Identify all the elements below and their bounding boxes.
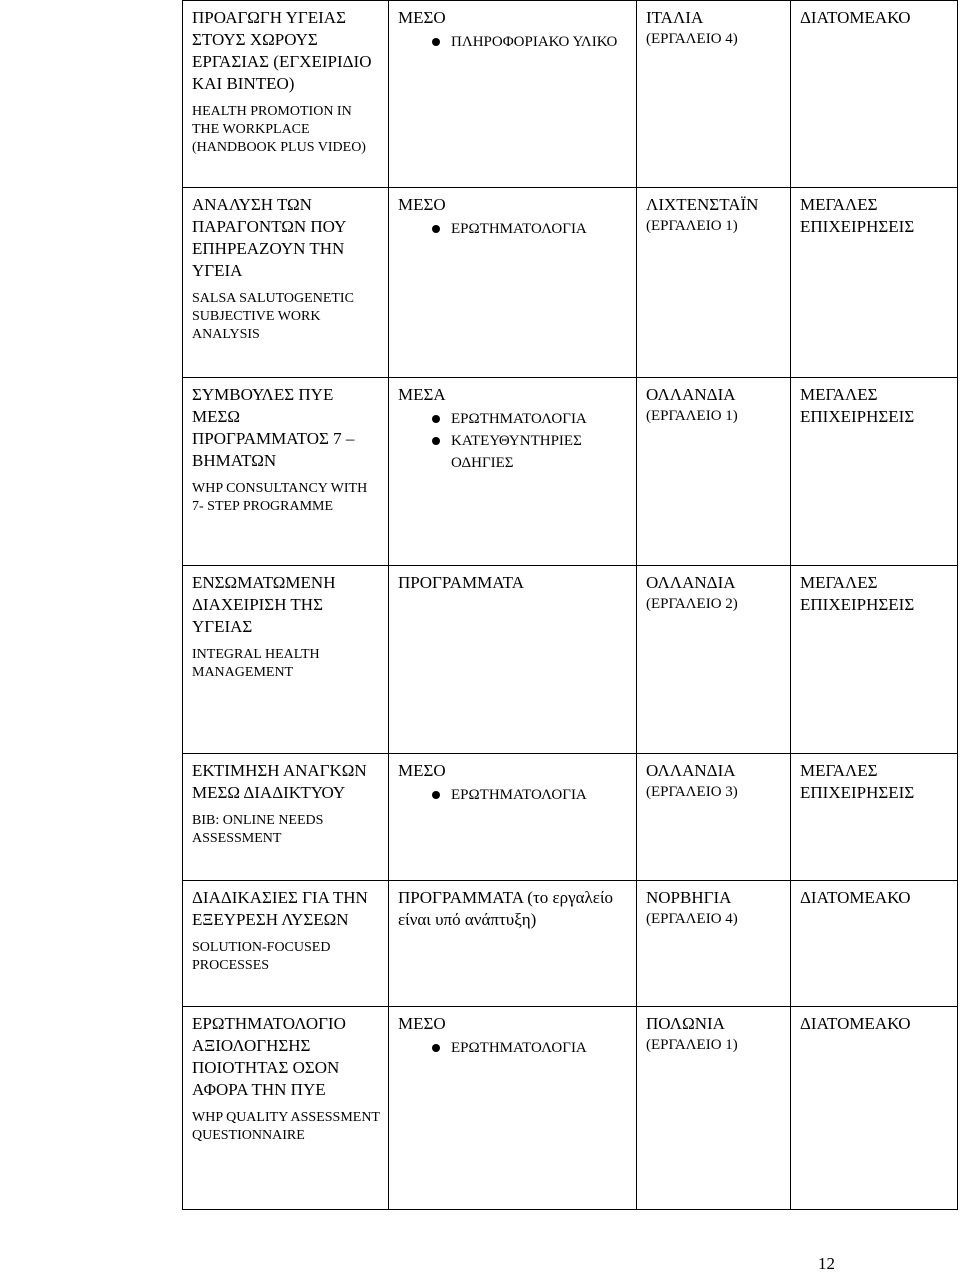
cell-title <box>183 754 389 881</box>
title-english: HEALTH PROMOTION IN THE WORKPLACE (HANDBOOK PLUS VIDEO) <box>192 104 366 155</box>
cell-medium <box>389 188 637 378</box>
cell-title <box>183 188 389 378</box>
country-name: ΠΟΛΩΝΙΑ <box>646 1014 725 1033</box>
tool-number: (ΕΡΓΑΛΕΙΟ 1) <box>646 218 738 234</box>
tool-number: (ΕΡΓΑΛΕΙΟ 1) <box>646 408 738 424</box>
cell-medium <box>389 881 637 1007</box>
medium-type: ΠΡΟΓΡΑΜΜΑΤΑ <box>398 573 524 592</box>
medium-item: ΕΡΩΤΗΜΑΤΟΛΟΓΙΑ <box>398 218 628 240</box>
medium-item: ΠΛΗΡΟΦΟΡΙΑΚΟ ΥΛΙΚΟ <box>398 31 628 53</box>
company-size: ΜΕΓΑΛΕΣ ΕΠΙΧΕΙΡΗΣΕΙΣ <box>800 573 915 614</box>
table-row <box>183 754 958 881</box>
tool-number: (ΕΡΓΑΛΕΙΟ 4) <box>646 31 738 47</box>
medium-type: ΠΡΟΓΡΑΜΜΑΤΑ (το εργαλείο είναι υπό ανάπτυξη) <box>398 888 614 929</box>
cell-medium <box>389 754 637 881</box>
cell-medium <box>389 1 637 188</box>
cell-title <box>183 378 389 566</box>
country-name: ΟΛΛΑΝΔΙΑ <box>646 761 736 780</box>
title-english: WHP CONSULTANCY WITH 7- STEP PROGRAMME <box>192 481 368 514</box>
medium-item: ΕΡΩΤΗΜΑΤΟΛΟΓΙΑ <box>398 784 628 806</box>
title-greek: ΕΡΩΤΗΜΑΤΟΛΟΓΙΟ ΑΞΙΟΛΟΓΗΣΗΣ ΠΟΙΟΤΗΤΑΣ ΟΣΟΝ ΑΦΟΡΑ ΤΗΝ ΠΥΕ <box>192 1014 346 1099</box>
medium-list <box>398 408 628 474</box>
title-english: INTEGRAL HEALTH MANAGEMENT <box>192 647 320 680</box>
title-greek: ΠΡΟΑΓΩΓΗ ΥΓΕΙΑΣ ΣΤΟΥΣ ΧΩΡΟΥΣ ΕΡΓΑΣΙΑΣ (ΕΓΧΕΙΡΙΔΙΟ ΚΑΙ ΒΙΝΤΕΟ) <box>192 8 372 93</box>
medium-item: ΕΡΩΤΗΜΑΤΟΛΟΓΙΑ <box>398 1037 628 1059</box>
cell-country <box>637 754 791 881</box>
tools-table <box>182 0 958 1210</box>
title-greek: ΑΝΑΛΥΣΗ ΤΩΝ ΠΑΡΑΓΟΝΤΩΝ ΠΟΥ ΕΠΗΡΕΑΖΟΥΝ ΤΗΝ ΥΓΕΙΑ <box>192 195 346 280</box>
cell-country <box>637 188 791 378</box>
table-row <box>183 188 958 378</box>
table-row <box>183 1007 958 1210</box>
cell-size <box>791 1 958 188</box>
medium-list <box>398 31 628 53</box>
table-row <box>183 378 958 566</box>
cell-title <box>183 566 389 754</box>
company-size: ΜΕΓΑΛΕΣ ΕΠΙΧΕΙΡΗΣΕΙΣ <box>800 195 915 236</box>
medium-item: ΕΡΩΤΗΜΑΤΟΛΟΓΙΑ <box>398 408 628 430</box>
tool-number: (ΕΡΓΑΛΕΙΟ 1) <box>646 1037 738 1053</box>
tools-table-body <box>183 1 958 1210</box>
country-name: ΟΛΛΑΝΔΙΑ <box>646 573 736 592</box>
cell-country <box>637 1007 791 1210</box>
title-greek: ΔΙΑΔΙΚΑΣΙΕΣ ΓΙΑ ΤΗΝ ΕΞΕΥΡΕΣΗ ΛΥΣΕΩΝ <box>192 888 368 929</box>
cell-size <box>791 188 958 378</box>
cell-size <box>791 378 958 566</box>
tool-number: (ΕΡΓΑΛΕΙΟ 2) <box>646 596 738 612</box>
table-row <box>183 1 958 188</box>
title-greek: ΕΚΤΙΜΗΣΗ ΑΝΑΓΚΩΝ ΜΕΣΩ ΔΙΑΔΙΚΤΥΟΥ <box>192 761 367 802</box>
title-greek: ΕΝΣΩΜΑΤΩΜΕΝΗ ΔΙΑΧΕΙΡΙΣΗ ΤΗΣ ΥΓΕΙΑΣ <box>192 573 336 636</box>
cell-medium <box>389 1007 637 1210</box>
cell-country <box>637 378 791 566</box>
medium-type: ΜΕΣΟ <box>398 8 446 27</box>
cell-size <box>791 881 958 1007</box>
country-name: ΛΙΧΤΕΝΣΤΑΪΝ <box>646 195 759 214</box>
tool-number: (ΕΡΓΑΛΕΙΟ 4) <box>646 911 738 927</box>
country-name: ΝΟΡΒΗΓΙΑ <box>646 888 732 907</box>
table-row <box>183 566 958 754</box>
title-english: BIB: ONLINE NEEDS ASSESSMENT <box>192 813 324 846</box>
cell-country <box>637 1 791 188</box>
company-size: ΔΙΑΤΟΜΕΑΚΟ <box>800 888 911 907</box>
cell-size <box>791 754 958 881</box>
cell-medium <box>389 566 637 754</box>
page-number: 12 <box>818 1254 835 1273</box>
country-name: ΟΛΛΑΝΔΙΑ <box>646 385 736 404</box>
cell-medium <box>389 378 637 566</box>
medium-type: ΜΕΣΟ <box>398 761 446 780</box>
medium-item: ΚΑΤΕΥΘΥΝΤΗΡΙΕΣ ΟΔΗΓΙΕΣ <box>398 430 628 474</box>
cell-title <box>183 1 389 188</box>
medium-list <box>398 784 628 806</box>
title-english: SOLUTION-FOCUSED PROCESSES <box>192 940 331 973</box>
title-greek: ΣΥΜΒΟΥΛΕΣ ΠΥΕ ΜΕΣΩ ΠΡΟΓΡΑΜΜΑΤΟΣ 7 – ΒΗΜΑΤΩΝ <box>192 385 355 470</box>
cell-size <box>791 566 958 754</box>
cell-title <box>183 1007 389 1210</box>
company-size: ΔΙΑΤΟΜΕΑΚΟ <box>800 8 911 27</box>
medium-type: ΜΕΣΟ <box>398 195 446 214</box>
cell-country <box>637 881 791 1007</box>
medium-list <box>398 1037 628 1059</box>
company-size: ΜΕΓΑΛΕΣ ΕΠΙΧΕΙΡΗΣΕΙΣ <box>800 761 915 802</box>
company-size: ΜΕΓΑΛΕΣ ΕΠΙΧΕΙΡΗΣΕΙΣ <box>800 385 915 426</box>
title-english: WHP QUALITY ASSESSMENT QUESTIONNAIRE <box>192 1110 380 1143</box>
cell-title <box>183 881 389 1007</box>
medium-list <box>398 218 628 240</box>
cell-size <box>791 1007 958 1210</box>
tool-number: (ΕΡΓΑΛΕΙΟ 3) <box>646 784 738 800</box>
cell-country <box>637 566 791 754</box>
table-row <box>183 881 958 1007</box>
medium-type: ΜΕΣΑ <box>398 385 446 404</box>
company-size: ΔΙΑΤΟΜΕΑΚΟ <box>800 1014 911 1033</box>
country-name: ΙΤΑΛΙΑ <box>646 8 704 27</box>
title-english: SALSA SALUTOGENETIC SUBJECTIVE WORK ANALYSIS <box>192 291 354 342</box>
medium-type: ΜΕΣΟ <box>398 1014 446 1033</box>
